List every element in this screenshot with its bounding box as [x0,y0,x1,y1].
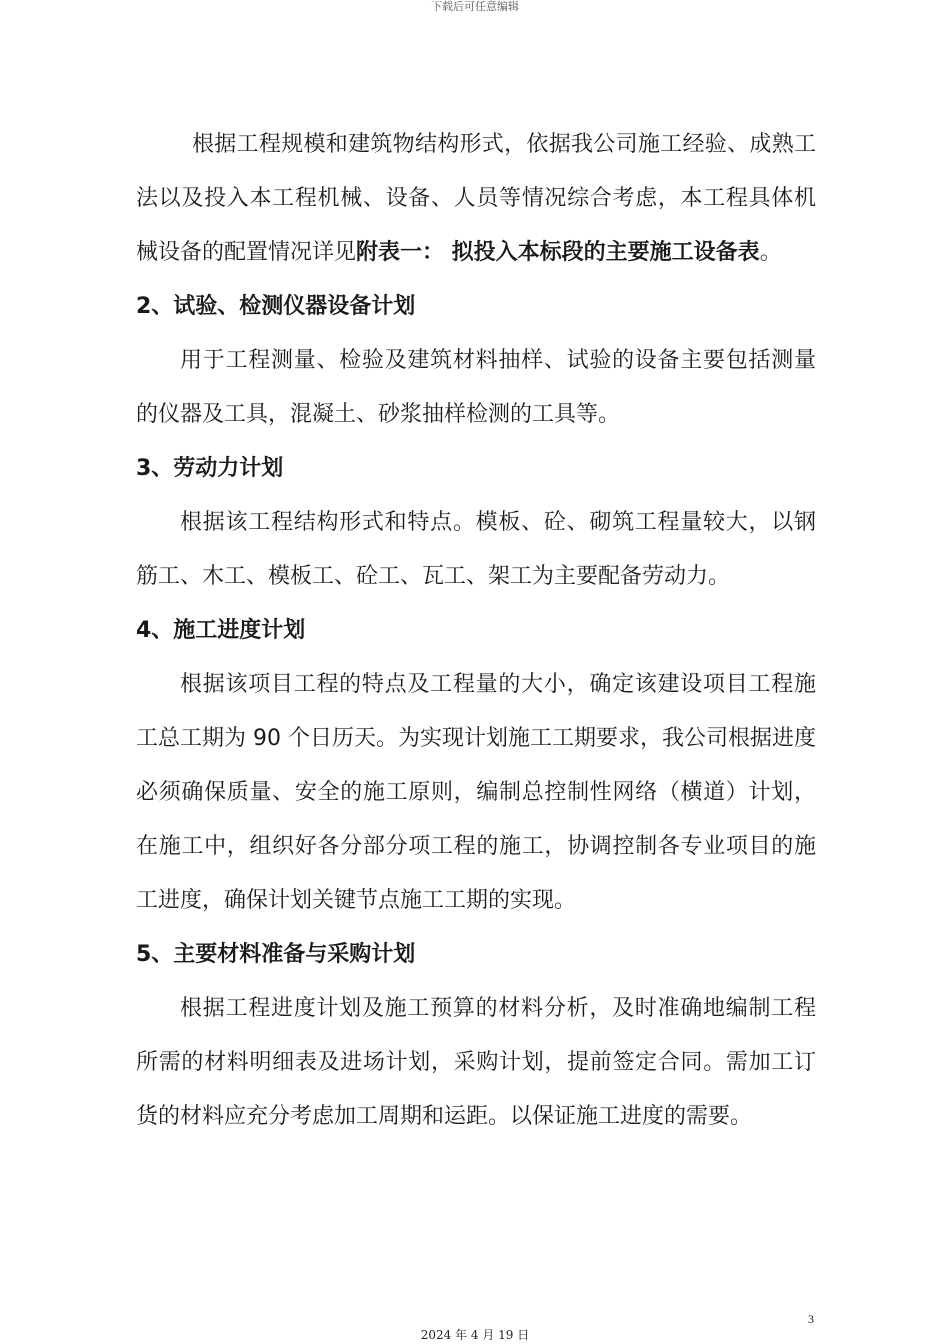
paragraph-materials-plan: 根据工程进度计划及施工预算的材料分析，及时准确地编制工程所需的材料明细表及进场计划，采购计划，提前签定合同。需加工订货的材料应充分考虑加工周期和运距。以保证施工进度的需要。 [136,996,816,1129]
paragraph-test-equipment: 用于工程测量、检验及建筑材料抽样、试验的设备主要包括测量的仪器及工具，混凝土、砂浆抽样检测的工具等。 [136,348,816,427]
heading-test-equipment: 2、试验、检测仪器设备计划 [136,294,416,319]
paragraph-labor-plan: 根据该工程结构形式和特点。模板、砼、砌筑工程量较大，以钢筋工、木工、模板工、砼工、瓦工、架工为主要配备劳动力。 [136,510,816,589]
header-note: 下载后可任意编辑 [431,0,519,13]
paragraph-schedule-plan: 根据该项目工程的特点及工程量的大小，确定该建设项目工程施工总工期为 90 个日历天。为实现计划施工工期要求，我公司根据进度必须确保质量、安全的施工原则，编制总控制性网络（横道）计划，在施工中，组织好各分部分项工程的施工，协调控制各专业项目的施工进度，确保计划关键节点施工工期的实现。 [136,672,816,913]
footer-date: 2024 年 4 月 19 日 [420,1328,530,1342]
heading-materials-plan: 5、主要材料准备与采购计划 [136,942,416,967]
appendix-reference: 附表一： 拟投入本标段的主要施工设备表 [356,240,760,265]
document-body [136,118,816,1144]
heading-schedule-plan: 4、施工进度计划 [136,618,306,643]
heading-labor-plan: 3、劳动力计划 [136,456,284,481]
paragraph-equipment [136,118,816,280]
page-number: 3 [808,1312,814,1326]
paragraph-equipment-end: 。 [759,240,782,265]
paragraph-equipment-text: 根据工程规模和建筑物结构形式，依据我公司施工经验、成熟工法以及投入本工程机械、设备、人员等情况综合考虑，本工程具体机械设备的配置情况详见 [136,132,816,265]
